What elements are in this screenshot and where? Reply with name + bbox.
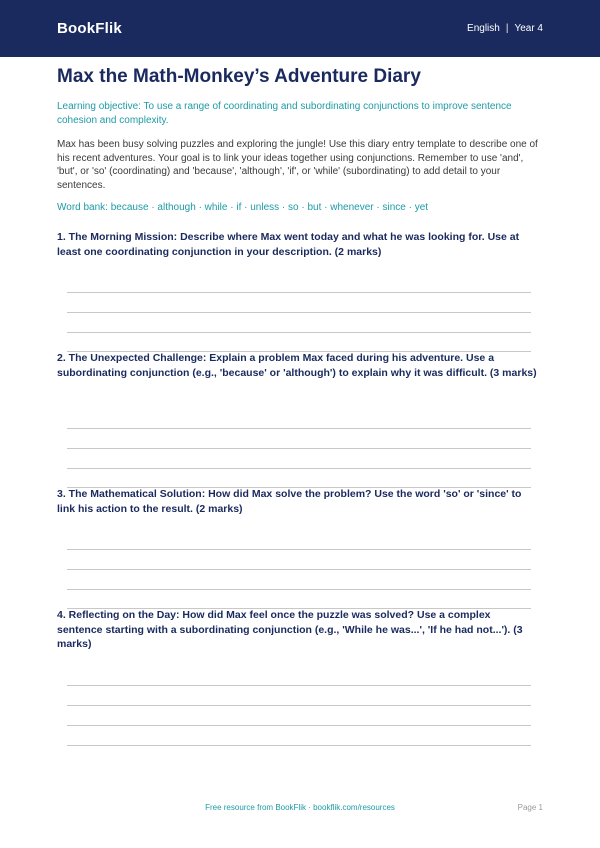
subject-label: English xyxy=(467,23,500,34)
answer-line[interactable] xyxy=(67,332,531,333)
answer-line[interactable] xyxy=(67,428,531,429)
intro-paragraph: Max has been busy solving puzzles and exploring the jungle! Use this diary entry template to describe one of his recent adventures. Your goal is to link your ideas together using conjunctions. Remember to use 'and', 'but', or 'so' (coordinating) and 'because', 'although', 'if', or 'while' (subordinating) to add detail to your sentences. xyxy=(57,139,538,191)
footer-credit[interactable]: Free resource from BookFlik · bookflik.com/resources xyxy=(205,803,395,812)
intro-section xyxy=(57,66,543,214)
answer-line[interactable] xyxy=(67,725,531,726)
answer-line[interactable] xyxy=(67,468,531,469)
answer-line[interactable] xyxy=(67,448,531,449)
learning-objective: Learning objective: To use a range of coordinating and subordinating conjunctions to improve sentence cohesion and complexity. xyxy=(57,101,512,126)
page-title: Max the Math-Monkey’s Adventure Diary xyxy=(57,66,421,87)
header-separator: | xyxy=(505,23,509,34)
question-3: 3. The Mathematical Solution: How did Max solve the problem? Use the word 'so' or 'since' to link his action to the result. (2 marks) xyxy=(57,488,522,515)
answer-line[interactable] xyxy=(67,705,531,706)
question-2: 2. The Unexpected Challenge: Explain a problem Max faced during his adventure. Use a subordinating conjunction (e.g., 'because' or 'although') to explain why it was difficult. (3 marks) xyxy=(57,352,537,379)
question-1: 1. The Morning Mission: Describe where Max went today and what he was looking for. Use at least one coordinating conjunction in your description. (2 marks) xyxy=(57,231,520,258)
answer-line[interactable] xyxy=(67,569,531,570)
page-header xyxy=(0,0,600,57)
header-meta xyxy=(467,23,543,34)
answer-line[interactable] xyxy=(67,589,531,590)
page-number: Page 1 xyxy=(517,803,543,812)
answer-line[interactable] xyxy=(67,745,531,746)
answer-line[interactable] xyxy=(67,292,531,293)
brand-logo[interactable]: BookFlik xyxy=(57,20,122,37)
word-bank: Word bank: because · although · while · if · unless · so · but · whenever · since · yet xyxy=(57,202,429,213)
page-footer xyxy=(0,803,600,817)
question-4: 4. Reflecting on the Day: How did Max feel once the puzzle was solved? Use a complex sentence starting with a subordinating conjunction (e.g., 'While he was...', 'If he had not...'). (3 marks) xyxy=(57,609,523,650)
answer-line[interactable] xyxy=(67,549,531,550)
year-label: Year 4 xyxy=(514,23,543,34)
answer-line[interactable] xyxy=(67,312,531,313)
answer-line[interactable] xyxy=(67,685,531,686)
